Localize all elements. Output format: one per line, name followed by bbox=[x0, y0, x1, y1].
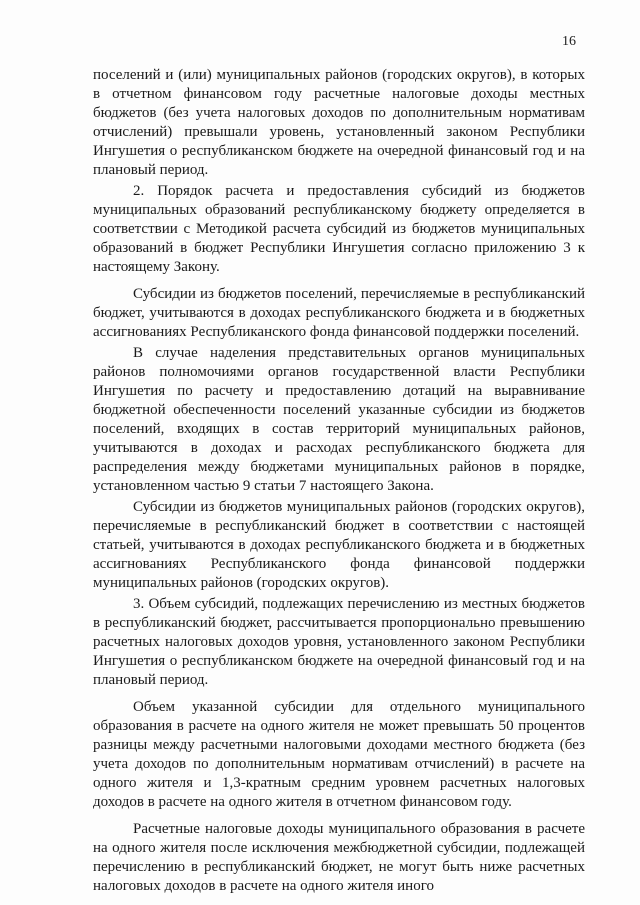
paragraph-tax-revenues: Расчетные налоговые доходы муниципального образования в расчете на одного жителя после исключения межбюджетной субсидии, подлежащей перечислению в республиканский бюджет, не могут быть ниже расчетных налоговых доходов в расчете на одного жителя иного bbox=[93, 821, 585, 894]
paragraph-settlement-subsidies: Субсидии из бюджетов поселений, перечисляемые в республиканский бюджет, учитываются в доходах республиканского бюджета и в бюджетных ассигнованиях Республиканского фонда финансовой поддержки поселений. bbox=[93, 286, 585, 340]
paragraph-item-3: 3. Объем субсидий, подлежащих перечислению из местных бюджетов в республиканский бюджет, рассчитывается пропорционально превышению расчетных налоговых доходов уровня, установленного законом Республики Ингушетия о республиканском бюджете на очередной финансовый год и на плановый период. bbox=[93, 596, 585, 688]
document-body bbox=[93, 66, 585, 898]
paragraph-continuation: поселений и (или) муниципальных районов (городских округов), в которых в отчетном финансовом году расчетные налоговые доходы местных бюджетов (без учета налоговых доходов по дополнительным нормативам отчислений) превышали уровень, установленный законом Республики Ингушетия о республиканском бюджете на очередной финансовый год и на плановый период. bbox=[93, 67, 585, 178]
paragraph-district-subsidies: Субсидии из бюджетов муниципальных районов (городских округов), перечисляемые в республиканский бюджет в соответствии с настоящей статьей, учитываются в доходах республиканского бюджета и в бюджетных ассигнованиях Республиканского фонда финансовой поддержки муниципальных районов (городских округов). bbox=[93, 499, 585, 591]
paragraph-district-powers: В случае наделения представительных органов муниципальных районов полномочиями органов государственной власти Республики Ингушетия по расчету и предоставлению дотаций на выравнивание бюджетной обеспеченности поселений указанные субсидии из бюджетов поселений, входящих в состав территорий муниципальных районов, учитываются в доходах и расходах республиканского бюджета для распределения между бюджетами муниципальных районов в порядке, установленном частью 9 статьи 7 настоящего Закона. bbox=[93, 345, 585, 494]
paragraph-item-2: 2. Порядок расчета и предоставления субсидий из бюджетов муниципальных образований республиканскому бюджету определяется в соответствии с Методикой расчета субсидий из бюджетов муниципальных образований в бюджет Республики Ингушетия согласно приложению 3 к настоящему Закону. bbox=[93, 183, 585, 275]
paragraph-subsidy-volume: Объем указанной субсидии для отдельного муниципального образования в расчете на одного жителя не может превышать 50 процентов разницы между расчетными налоговыми доходами местного бюджета (без учета доходов по дополнительным нормативам отчислений) в расчете на одного жителя и 1,3-кратным средним уровнем расчетных налоговых доходов в расчете на одного жителя в отчетном финансовом году. bbox=[93, 699, 585, 810]
page-number: 16 bbox=[562, 34, 576, 49]
